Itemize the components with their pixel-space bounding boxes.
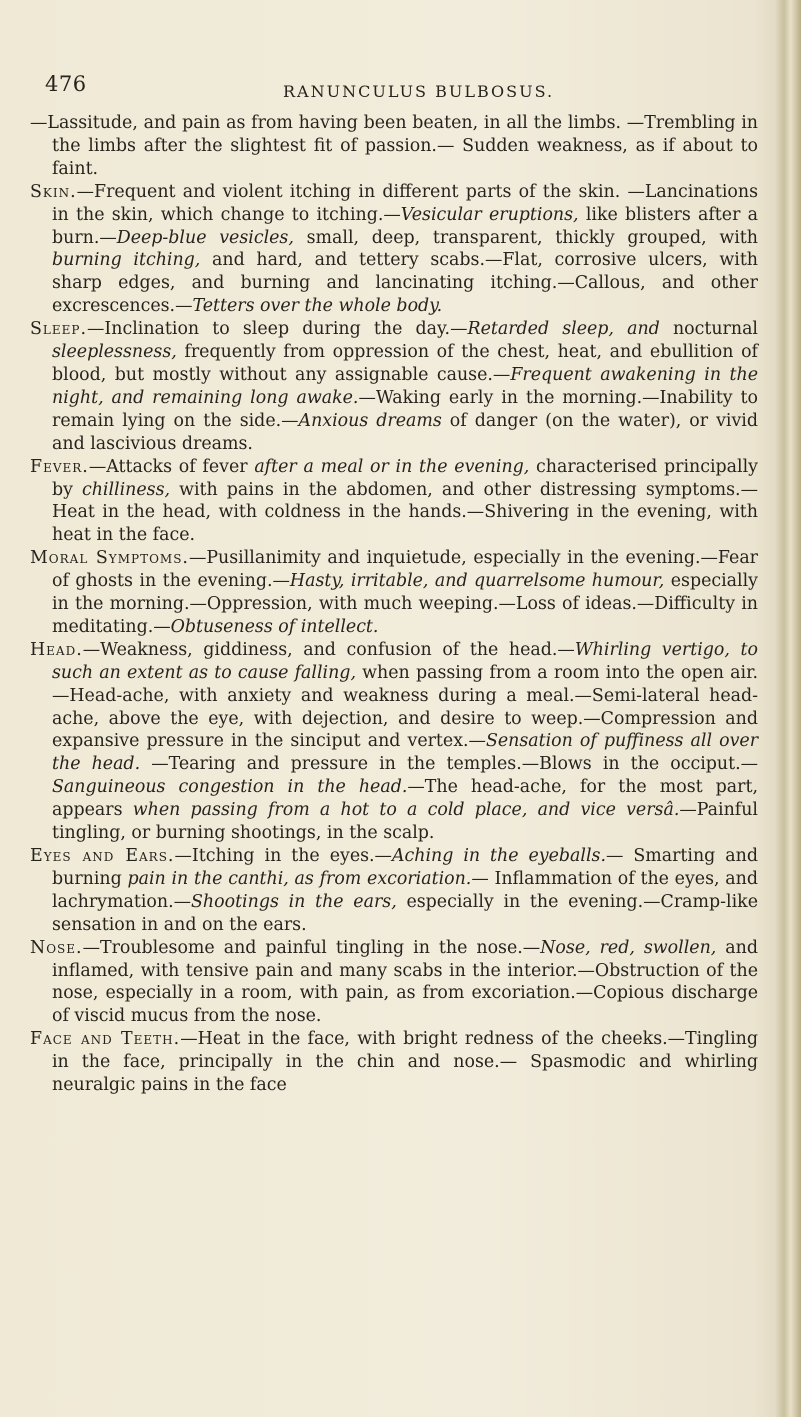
paragraph [30,547,758,639]
text-run: —Lassitude, and pain as from having been beaten, in all the limbs. —Trembling in the limbs after the slightest fit of passion.— Sudden weakness, as if about to faint. [30,113,758,179]
text-run: —The head-ache, for the most part, appears [52,777,758,821]
body-text [30,112,758,1097]
paragraph [30,937,758,1029]
section-heading: Face and Teeth. [30,1029,181,1050]
text-run: frequently from oppression of the chest, heat, and ebullition of blood, but mostly without any assignable cause.— [52,342,758,385]
italic-text: burning itching, [52,250,201,271]
page-header [45,72,765,104]
italic-text: Sensation of puffiness all over the head. [52,731,759,775]
text-run: — Smarting and burning [52,846,758,889]
italic-text: Deep-blue vesicles, [116,227,294,248]
italic-text: Tetters over the whole body. [192,296,443,317]
section-heading: Nose. [30,937,83,958]
section-heading: Sleep. [30,319,88,340]
paragraph [30,181,758,318]
text-run: with pains in the abdomen, and other distressing symptoms.—Heat in the head, with coldness in the hands.—Shivering in the evening, with heat in the face. [52,479,758,546]
section-heading: Fever. [30,456,89,477]
text-run: —Frequent and violent itching in different parts of the skin. —Lancinations in the skin, which change to itching.— [52,181,758,225]
text-run: —Painful tingling, or burning shootings, in the scalp. [52,800,758,844]
paragraph [30,456,758,548]
page-edge [775,0,801,1417]
text-run: —Attacks of fever [88,456,255,477]
text-run: —Tearing and pressure in the temples.—Blows in the occiput.— [140,754,759,775]
paragraph [30,112,758,181]
italic-text: sleeplessness, [52,342,177,363]
text-run: —Heat in the face, with bright redness of the cheeks.—Tingling in the face, principally in the chin and nose.— Spasmodic and whirling neuralgic pains in the face [52,1029,758,1096]
paragraph [30,845,758,937]
text-run: and inflamed, with tensive pain and many scabs in the interior.—Obstruction of the nose, especially in a room, with pain, as from excoriation.—Copious discharge of viscid mucus from the nose. [52,937,759,1027]
italic-text: Obtuseness of intellect. [170,616,379,637]
italic-text: Hasty, irritable, and quarrelsome humour, [289,571,665,592]
italic-text: Shootings in the ears, [191,891,397,912]
section-heading: Head. [30,639,83,660]
italic-text: pain in the canthi, as from excoriation. [127,868,472,889]
text-run: characterised principally by [52,456,758,500]
section-heading: Moral Symptoms. [30,548,189,569]
italic-text: Nose, red, swollen, [540,937,717,958]
section-heading: Skin. [30,181,77,202]
section-heading: Eyes and Ears. [30,846,175,866]
italic-text: when passing from a hot to a cold place, and vice versâ. [132,800,680,821]
running-head: RANUNCULUS BULBOSUS. [283,82,555,101]
text-run: —Itching in the eyes.— [174,846,392,866]
italic-text: Retarded sleep, and [467,319,660,340]
text-run: of danger (on the water), or vivid and lascivious dreams. [52,410,758,454]
text-run: especially in the morning.—Oppression, with much weeping.—Loss of ideas.—Difficulty in meditating.— [52,571,758,637]
text-run: —Pusillanimity and inquietude, especially in the evening.—Fear of ghosts in the evening.— [52,548,758,592]
paragraph [30,639,758,845]
italic-text: Aching in the eyeballs. [391,846,606,866]
text-run: — Inflammation of the eyes, and lachrymation.— [52,868,758,912]
paragraph [30,318,758,455]
italic-text: Sanguineous congestion in the head. [52,777,408,798]
text-run: —Waking early in the morning.—Inability to remain lying on the side.— [52,387,759,431]
text-run: when passing from a room into the open air.—Head-ache, with anxiety and weakness during a meal.—Semi-lateral head-ache, above the eye, with dejection, and desire to weep.—Compression and expansive pressure in the sinciput and vertex.— [52,662,758,752]
text-run: and hard, and tettery scabs.—Flat, corrosive ulcers, with sharp edges, and burning and lancinating itching.—Callous, and other excrescences.— [52,250,759,317]
text-run: nocturnal [659,319,758,340]
paragraph [30,1028,758,1097]
italic-text: Frequent awakening in the night, and remaining long awake. [52,364,758,408]
text-run: small, deep, transparent, thickly grouped, with [293,227,758,248]
text-run: like blisters after a burn.— [52,204,759,248]
italic-text: Vesicular eruptions, [400,204,579,225]
text-run: —Inclination to sleep during the day.— [87,319,468,340]
italic-text: Anxious dreams [298,410,442,431]
page-number: 476 [45,72,87,96]
text-run: —Weakness, giddiness, and confusion of the head.— [82,639,575,660]
text-run: —Troublesome and painful tingling in the nose.— [82,937,541,958]
text-run: especially in the evening.—Cramp-like sensation in and on the ears. [52,891,758,935]
italic-text: chilliness, [81,479,171,500]
italic-text: after a meal or in the evening, [254,456,530,477]
italic-text: Whirling vertigo, to such an extent as to cause falling, [52,639,758,683]
